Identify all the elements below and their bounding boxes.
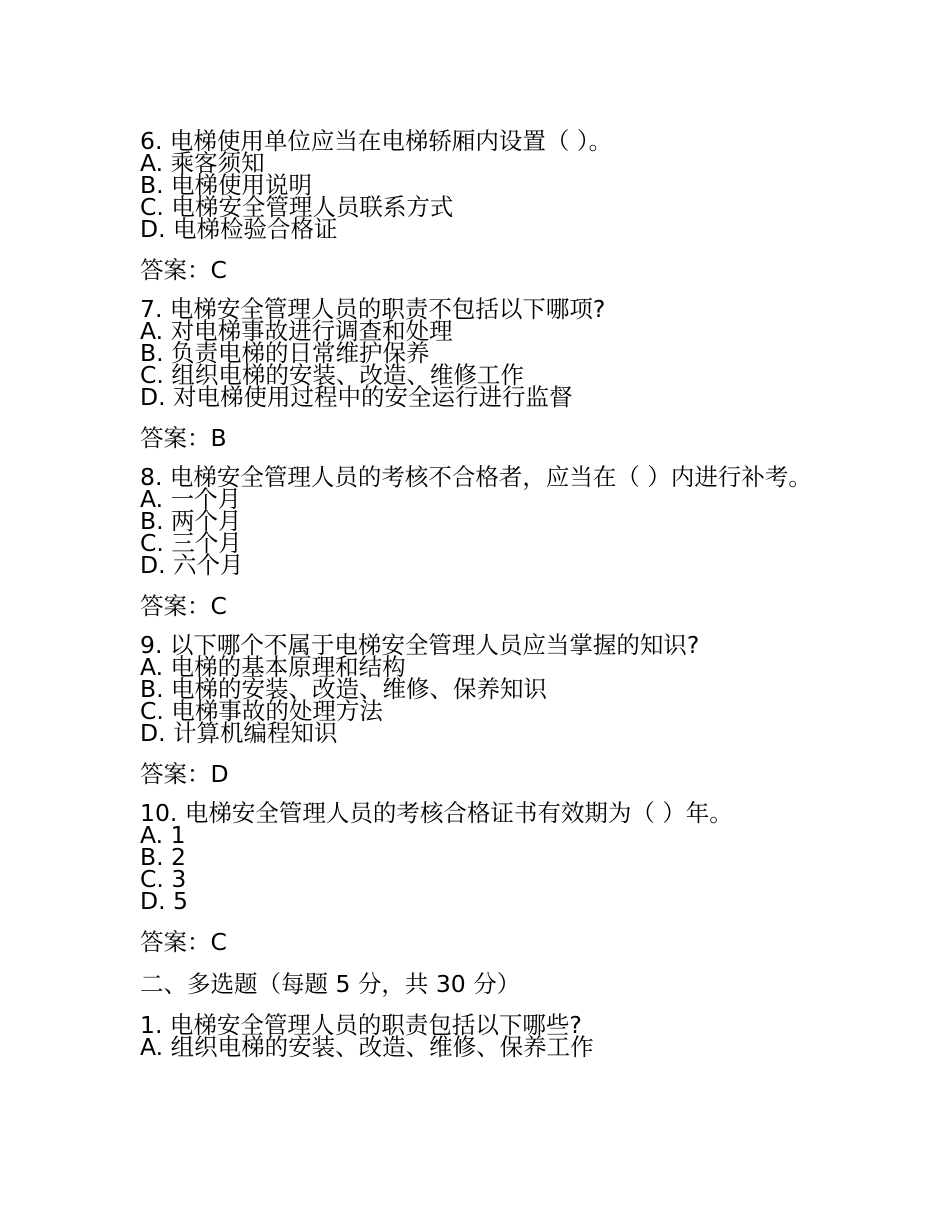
option-c: C. 组织电梯的安装、改造、维修工作 [140,361,524,389]
option-a: A. 电梯的基本原理和结构 [140,653,406,681]
option-a: A. 乘客须知 [140,149,265,177]
answer-line: 答案：B [140,424,227,452]
question-10 [140,799,820,956]
option-a: A. 组织电梯的安装、改造、维修、保养工作 [140,1033,594,1061]
option-a: A. 一个月 [140,485,242,513]
option-b: B. 负责电梯的日常维护保养 [140,339,430,367]
question-stem: 8. 电梯安全管理人员的考核不合格者，应当在（ ）内进行补考。 [140,463,812,491]
section-heading: 二、多选题（每题 5 分，共 30 分） [140,970,521,998]
option-b: B. 两个月 [140,507,242,535]
option-c: C. 电梯事故的处理方法 [140,697,383,725]
option-a: A. 对电梯事故进行调查和处理 [140,317,453,345]
question-9 [140,631,820,788]
question-stem: 10. 电梯安全管理人员的考核合格证书有效期为（ ）年。 [140,799,733,827]
answer-line: 答案：D [140,760,229,788]
option-b: B. 电梯的安装、改造、维修、保养知识 [140,675,548,703]
option-d: D. 六个月 [140,551,244,579]
question-stem: 6. 电梯使用单位应当在电梯轿厢内设置（ ）。 [140,127,613,155]
question-7 [140,295,820,452]
multi-question-1 [140,1011,820,1061]
option-c: C. 三个月 [140,529,242,557]
answer-line: 答案：C [140,592,227,620]
option-d: D. 电梯检验合格证 [140,215,338,243]
question-8 [140,463,820,620]
answer-line: 答案：C [140,256,227,284]
question-stem: 9. 以下哪个不属于电梯安全管理人员应当掌握的知识? [140,631,700,659]
option-d: D. 5 [140,887,188,915]
option-d: D. 对电梯使用过程中的安全运行进行监督 [140,383,573,411]
option-b: B. 2 [140,843,187,871]
question-stem: 7. 电梯安全管理人员的职责不包括以下哪项? [140,295,606,323]
option-a: A. 1 [140,821,186,849]
document-content [140,127,820,1061]
option-d: D. 计算机编程知识 [140,719,338,747]
option-b: B. 电梯使用说明 [140,171,313,199]
question-stem: 1. 电梯安全管理人员的职责包括以下哪些? [140,1011,582,1039]
option-c: C. 电梯安全管理人员联系方式 [140,193,454,221]
option-c: C. 3 [140,865,187,893]
answer-line: 答案：C [140,928,227,956]
question-6 [140,127,820,284]
